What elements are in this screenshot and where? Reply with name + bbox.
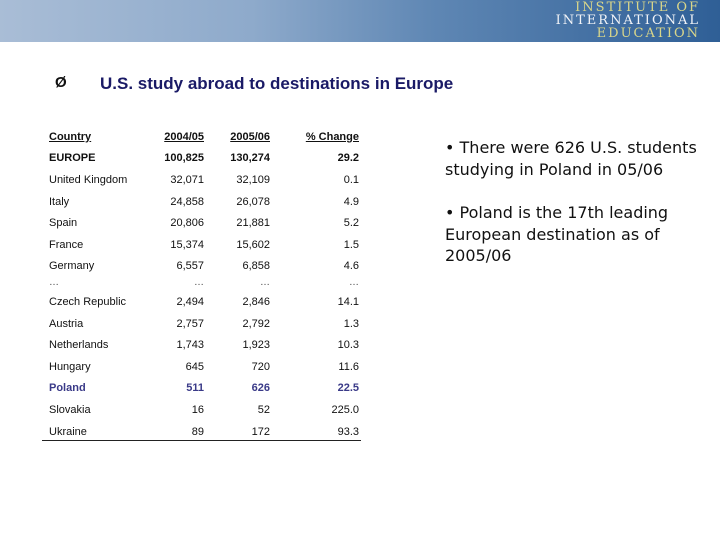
cell-y2005: 172 — [251, 425, 270, 438]
cell-y2005: 720 — [251, 360, 270, 373]
cell-country: Austria — [49, 317, 84, 330]
cell-y2005: 2,792 — [242, 317, 270, 330]
cell-y2004: 100,825 — [164, 152, 204, 165]
cell-y2004: 20,806 — [170, 217, 204, 230]
cell-country: France — [49, 238, 84, 251]
title-text: U.S. study abroad to destinations in Europe — [100, 74, 454, 93]
cell-change: 1.3 — [343, 317, 359, 330]
table-row — [42, 378, 359, 400]
table-row — [42, 212, 359, 234]
cell-y2005: 2,846 — [242, 295, 270, 308]
cell-y2004: 1,743 — [176, 339, 204, 352]
cell-country: United Kingdom — [49, 173, 128, 186]
cell-y2004: 2,757 — [176, 317, 204, 330]
cell-change: 29.2 — [337, 152, 359, 165]
cell-y2004: 511 — [186, 382, 204, 395]
cell-y2005: 32,109 — [236, 173, 270, 186]
cell-y2004: 15,374 — [170, 238, 204, 251]
col-header: % Change — [305, 130, 359, 143]
cell-change: 1.5 — [343, 238, 359, 251]
cell-change: … — [349, 277, 359, 289]
table-row — [42, 256, 359, 278]
table-row — [42, 191, 359, 213]
cell-y2005: 1,923 — [242, 339, 270, 352]
cell-change: 10.3 — [337, 339, 359, 352]
cell-y2005: 6,858 — [242, 260, 270, 273]
table-row — [42, 148, 359, 170]
table-row — [42, 334, 359, 356]
cell-country: … — [49, 277, 59, 289]
cell-country: Ukraine — [49, 425, 87, 438]
col-header: 2004/05 — [164, 130, 204, 143]
cell-country: Slovakia — [49, 403, 91, 416]
cell-change: 0.1 — [343, 173, 359, 186]
cell-change: 93.3 — [337, 425, 359, 438]
header-banner — [0, 0, 720, 42]
cell-country: Italy — [49, 195, 70, 208]
cell-country: Hungary — [49, 360, 91, 373]
cell-y2005: 52 — [257, 403, 270, 416]
logo-line: INTERNATIONAL — [555, 13, 700, 28]
cell-country: Czech Republic — [49, 295, 127, 308]
cell-y2004: 24,858 — [170, 195, 204, 208]
cell-change: 5.2 — [343, 217, 359, 230]
table-row — [42, 356, 359, 378]
cell-y2004: … — [194, 277, 204, 289]
logo-line: INSTITUTE OF — [575, 0, 700, 15]
data-table — [42, 126, 359, 442]
cell-y2005: 626 — [251, 382, 270, 395]
table-row — [42, 234, 359, 256]
table-row — [42, 277, 359, 291]
cell-country: Netherlands — [49, 339, 109, 352]
notes — [445, 137, 705, 289]
cell-y2005: 130,274 — [230, 152, 270, 165]
cell-change: 11.6 — [338, 360, 359, 373]
col-header: 2005/06 — [230, 130, 270, 143]
cell-y2004: 2,494 — [176, 295, 204, 308]
cell-country: Spain — [49, 217, 78, 230]
table-rule — [42, 440, 361, 441]
cell-change: 4.9 — [343, 195, 359, 208]
cell-y2005: 21,881 — [236, 217, 270, 230]
cell-y2004: 89 — [191, 425, 204, 438]
cell-y2005: 15,602 — [236, 238, 270, 251]
note: • Poland is the 17th leading European destination as of 2005/06 — [445, 203, 669, 265]
cell-y2004: 645 — [185, 360, 204, 373]
table-row — [42, 291, 359, 313]
iie-logo — [556, 1, 700, 40]
table-header — [42, 126, 359, 148]
cell-y2004: 16 — [191, 403, 204, 416]
cell-y2005: 26,078 — [236, 195, 270, 208]
note: • There were 626 U.S. students studying in Poland in 05/06 — [445, 138, 697, 179]
cell-change: 225.0 — [331, 403, 359, 416]
cell-y2004: 32,071 — [170, 173, 204, 186]
cell-change: 14.1 — [337, 295, 359, 308]
table-row — [42, 313, 359, 335]
logo-line: EDUCATION — [596, 26, 700, 41]
cell-y2005: … — [260, 277, 270, 289]
col-header: Country — [49, 130, 92, 143]
arrow-bullet-icon: Ø — [55, 74, 67, 91]
cell-country: Poland — [49, 382, 86, 395]
cell-country: Germany — [49, 260, 95, 273]
cell-change: 22.5 — [337, 382, 359, 395]
cell-country: EUROPE — [49, 152, 96, 165]
cell-change: 4.6 — [343, 260, 359, 273]
cell-y2004: 6,557 — [176, 260, 204, 273]
table-row — [42, 169, 359, 191]
table-row — [42, 399, 359, 421]
